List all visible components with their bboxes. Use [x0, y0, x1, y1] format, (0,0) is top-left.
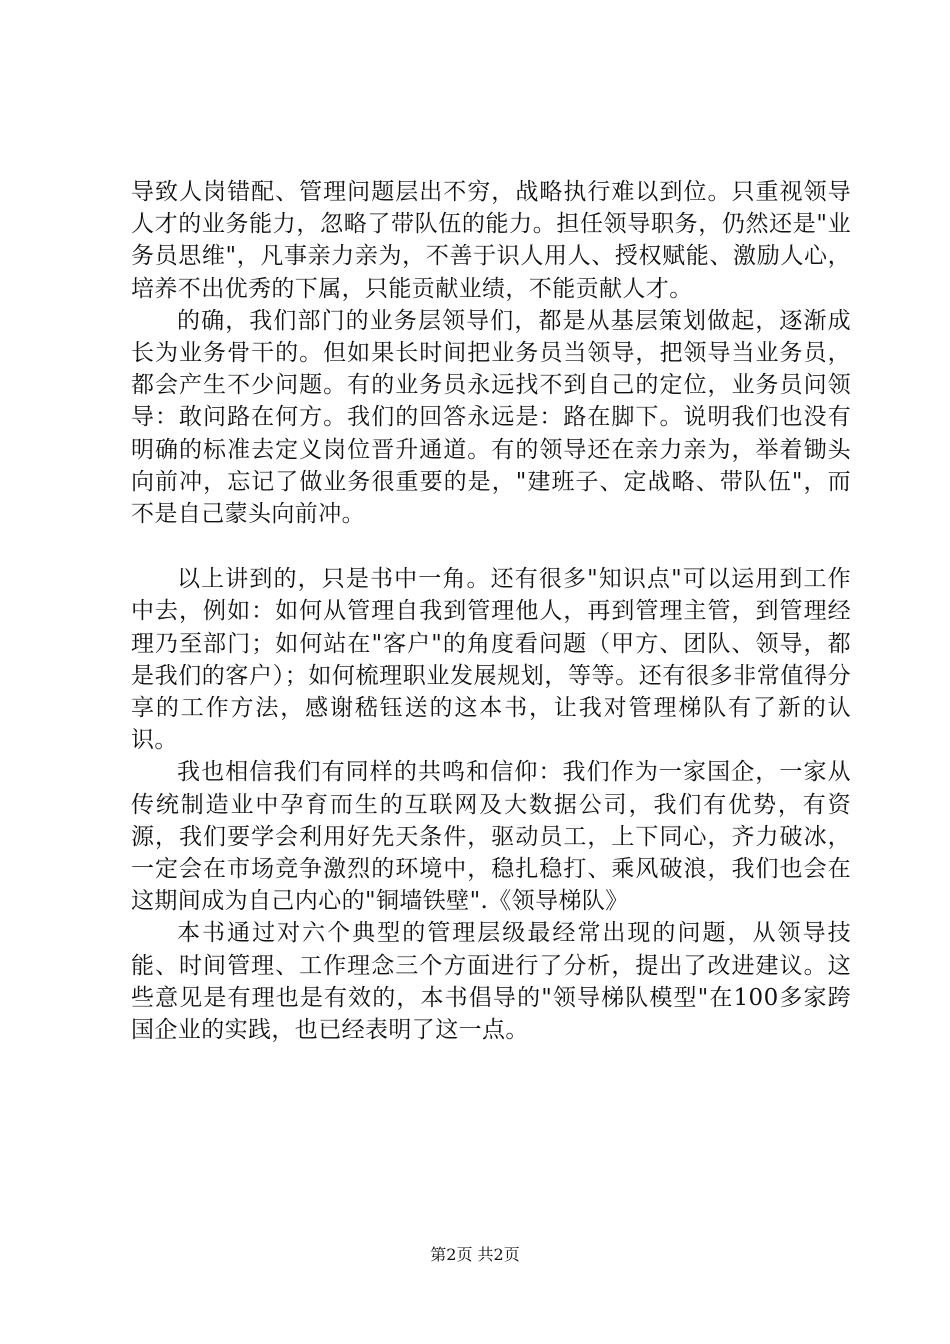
paragraph-5: 本书通过对六个典型的管理层级最经常出现的问题，从领导技能、时间管理、工作理念三个方面进行了分析，提出了改进建议。这些意见是有理也是有效的，本书倡导的"领导梯队模型"在100多家跨国企业的实践，也已经表明了这一点。 [131, 920, 851, 1044]
page-footer [0, 1245, 950, 1265]
paragraph-3: 以上讲到的，只是书中一角。还有很多"知识点"可以运用到工作中去，例如：如何从管理自我到管理他人，再到管理主管，到管理经理乃至部门；如何站在"客户"的角度看问题（甲方、团队、领导，都是我们的客户）；如何梳理职业发展规划，等等。还有很多非常值得分享的工作方法，感谢嵇钰送的这本书，让我对管理梯队有了新的认识。 [131, 566, 851, 754]
document-body [131, 176, 851, 1046]
page-number-label: 第2页 共2页 [430, 1245, 520, 1264]
paragraph-1: 导致人岗错配、管理问题层出不穷，战略执行难以到位。只重视领导人才的业务能力，忽略了带队伍的能力。担任领导职务，仍然还是"业务员思维"，凡事亲力亲为，不善于识人用人、授权赋能、激励人心，培养不出优秀的下属，只能贡献业绩，不能贡献人才。 [131, 179, 851, 302]
paragraph-2: 的确，我们部门的业务层领导们，都是从基层策划做起，逐渐成长为业务骨干的。但如果长时间把业务员当领导，把领导当业务员，都会产生不少问题。有的业务员永远找不到自己的定位，业务员问领导：敢问路在何方。我们的回答永远是：路在脚下。说明我们也没有明确的标准去定义岗位晋升通道。有的领导还在亲力亲为，举着锄头向前冲，忘记了做业务很重要的是，"建班子、定战略、带队伍"，而不是自己蒙头向前冲。 [131, 307, 851, 528]
paragraph-4: 我也相信我们有同样的共鸣和信仰：我们作为一家国企，一家从传统制造业中孕育而生的互联网及大数据公司，我们有优势，有资源，我们要学会利用好先天条件，驱动员工，上下同心，齐力破冰，一定会在市场竞争激烈的环境中，稳扎稳打、乘风破浪，我们也会在这期间成为自己内心的"铜墙铁壁".《领导梯队》 [131, 759, 851, 915]
